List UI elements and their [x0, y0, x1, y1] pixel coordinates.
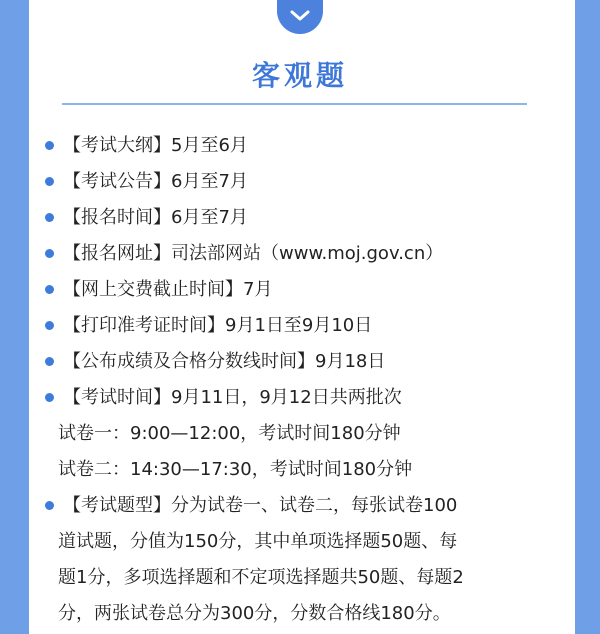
list-item-announcement: 【考试公告】6月至7月	[43, 164, 563, 200]
chevron-down-icon	[289, 9, 311, 23]
bullet-icon	[45, 249, 54, 258]
bullet-icon	[45, 285, 54, 294]
list-item-exam-time: 【考试时间】9月11日，9月12日共两批次	[43, 380, 563, 416]
bullet-icon	[45, 501, 54, 510]
exam-type-line: 题1分，多项选择题和不定项选择题共50题、每题2	[58, 567, 464, 588]
bullet-icon	[45, 177, 54, 186]
bullet-icon	[45, 321, 54, 330]
bullet-icon	[45, 141, 54, 150]
list-item-exam-type: 【考试题型】分为试卷一、试卷二，每张试卷100	[43, 488, 563, 524]
title-divider	[62, 103, 527, 105]
section-title: 客观题	[251, 59, 348, 92]
bullet-icon	[45, 213, 54, 222]
list-item-admission-ticket: 【打印准考证时间】9月1日至9月10日	[43, 308, 563, 344]
list-item-outline: 【考试大纲】5月至6月	[43, 128, 563, 164]
exam-type-line: 道试题，分值为150分，其中单项选择题50题、每	[58, 531, 458, 552]
paper-two-schedule: 试卷二：14:30—17:30，考试时间180分钟	[58, 459, 413, 480]
exam-type-line: 分，两张试卷总分为300分，分数合格线180分。	[58, 603, 451, 624]
list-item-registration-site: 【报名网址】司法部网站（www.moj.gov.cn）	[43, 236, 563, 272]
list-item-payment-deadline: 【网上交费截止时间】7月	[43, 272, 563, 308]
bullet-icon	[45, 357, 54, 366]
paper-one-schedule: 试卷一：9:00—12:00，考试时间180分钟	[58, 423, 401, 444]
list-item-registration-time: 【报名时间】6月至7月	[43, 200, 563, 236]
list-item-results: 【公布成绩及合格分数线时间】9月18日	[43, 344, 563, 380]
bullet-icon	[45, 393, 54, 402]
info-list	[43, 128, 563, 632]
